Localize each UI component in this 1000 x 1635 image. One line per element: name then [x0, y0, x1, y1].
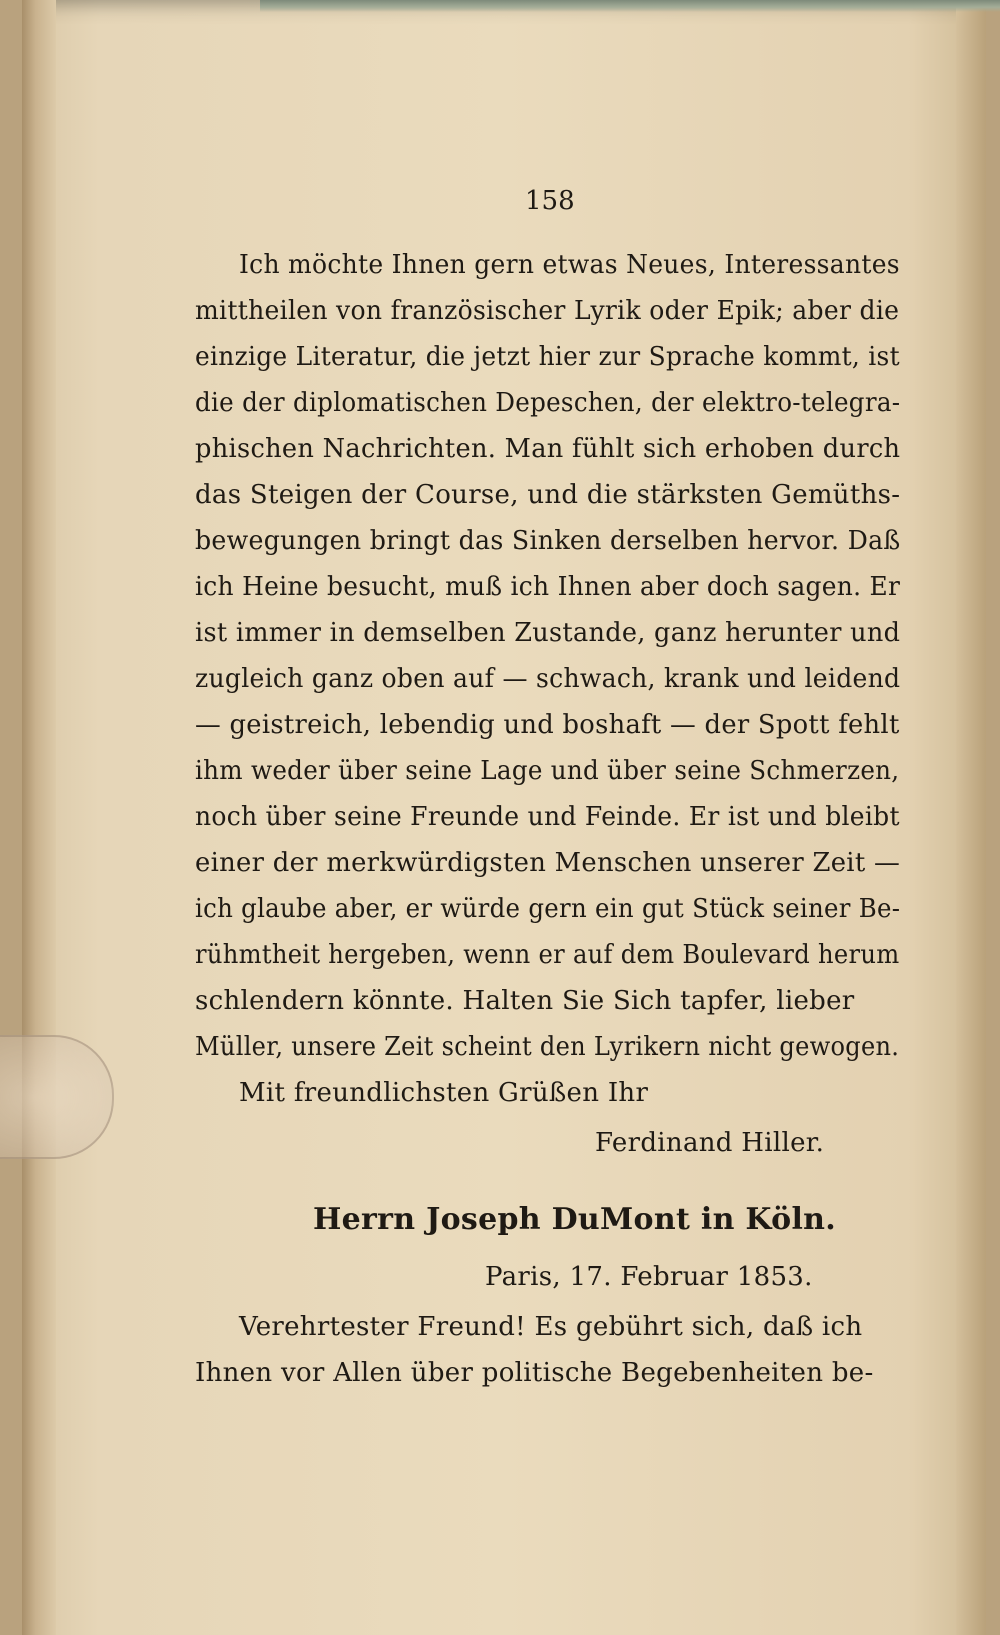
page-number: 158	[525, 186, 575, 216]
page-gutter-edge	[22, 0, 56, 1635]
text-line: Mit freundlichsten Grüßen Ihr	[239, 1078, 649, 1108]
thumb-holding-page	[0, 1035, 114, 1159]
text-line: ihm weder über seine Lage und über seine Schmerzen,	[195, 756, 900, 786]
letter-heading: Herrn Joseph DuMont in Köln.	[313, 1202, 836, 1237]
text-line: phischen Nachrichten. Man fühlt sich erhoben durch	[195, 434, 901, 464]
text-line: rühmtheit hergeben, wenn er auf dem Boulevard herum	[195, 940, 900, 970]
page-outer-edge	[956, 0, 986, 1635]
text-line: mittheilen von französischer Lyrik oder Epik; aber die	[195, 296, 900, 326]
text-line: einer der merkwürdigsten Menschen unserer Zeit —	[195, 848, 901, 878]
text-line: Ich möchte Ihnen gern etwas Neues, Interessantes	[239, 250, 900, 280]
text-line: ich glaube aber, er würde gern ein gut Stück seiner Be-	[195, 894, 901, 924]
book-cover-edge	[260, 0, 1000, 12]
dateline: Paris, 17. Februar 1853.	[485, 1262, 813, 1292]
text-line: — geistreich, lebendig und boshaft — der Spott fehlt	[195, 710, 900, 740]
text-line: zugleich ganz oben auf — schwach, krank und leidend	[195, 664, 901, 694]
text-line: Verehrtester Freund! Es gebührt sich, daß ich	[239, 1312, 863, 1342]
text-line: schlendern könnte. Halten Sie Sich tapfer, lieber	[195, 986, 855, 1016]
text-line: ist immer in demselben Zustande, ganz herunter und	[195, 618, 901, 648]
text-line: ich Heine besucht, muß ich Ihnen aber doch sagen. Er	[195, 572, 901, 602]
text-line: bewegungen bringt das Sinken derselben hervor. Daß	[195, 526, 901, 556]
text-line: noch über seine Freunde und Feinde. Er ist und bleibt	[195, 802, 900, 832]
text-line: die der diplomatischen Depeschen, der elektro-telegra-	[195, 388, 901, 418]
text-line: das Steigen der Course, und die stärksten Gemüths-	[195, 480, 901, 510]
signature: Ferdinand Hiller.	[595, 1128, 825, 1158]
text-line: Müller, unsere Zeit scheint den Lyrikern nicht gewogen.	[195, 1032, 900, 1062]
text-line: Ihnen vor Allen über politische Begebenheiten be-	[195, 1358, 874, 1388]
text-line: einzige Literatur, die jetzt hier zur Sprache kommt, ist	[195, 342, 900, 372]
